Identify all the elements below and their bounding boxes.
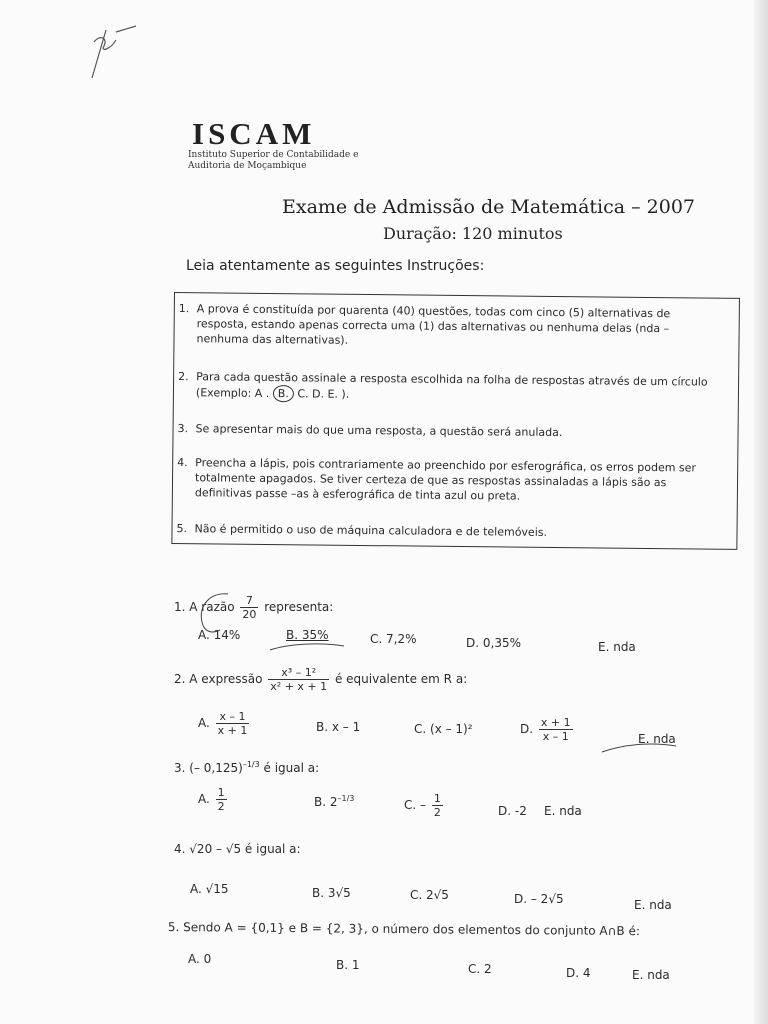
option-e[interactable]: E. nda	[634, 898, 672, 912]
pen-scribble-icon	[86, 12, 146, 82]
instruction-item: 3. Se apresentar mais do que uma resposta, a questão será anulada.	[177, 422, 563, 440]
option-a[interactable]: A. $\frac{x - 1}{x + 1}$	[198, 710, 248, 737]
option-d[interactable]: D. 0,35%	[466, 636, 521, 650]
option-d[interactable]: D. 4	[566, 966, 591, 980]
option-e[interactable]: E. nda	[632, 968, 670, 982]
option-c[interactable]: C. 2√5	[410, 888, 449, 902]
option-a[interactable]: A. 14%	[198, 628, 241, 642]
pencil-underline-mark-icon	[600, 738, 680, 758]
instructions-box	[171, 292, 740, 550]
fraction: $\frac{\text{x³ – 1²}}{\text{x² + x + 1}}$	[270, 666, 328, 693]
option-d[interactable]: D. -2	[498, 804, 527, 818]
option-a[interactable]: A. $\frac{1}{2}$	[198, 786, 225, 813]
option-d[interactable]: D. $\frac{x + 1}{x - 1}$	[520, 716, 571, 743]
institution-logo	[178, 118, 358, 172]
option-a[interactable]: A. 0	[188, 952, 212, 966]
fraction: $\frac{7}{20}$	[242, 594, 257, 621]
example-circled-answer: B.	[273, 385, 294, 402]
pencil-underline-mark-icon	[268, 640, 348, 654]
exam-title: Exame de Admissão de Matemática – 2007	[282, 196, 696, 218]
option-b[interactable]: B. x – 1	[316, 720, 361, 734]
question-1: 1. A razão $\frac{7}{20}$ representa:	[174, 594, 334, 621]
option-c[interactable]: C. 2	[468, 962, 492, 976]
option-c[interactable]: C. – $\frac{1}{2}$	[404, 792, 441, 819]
option-c[interactable]: C. 7,2%	[370, 632, 417, 646]
question-4: 4. √20 – √5 é igual a:	[174, 842, 301, 856]
question-2: 2. A expressão $\frac{\text{x³ – 1²}}{\text{x² + x + 1}}$ é equivalente em R a:	[174, 666, 468, 693]
exam-duration: Duração: 120 minutos	[383, 224, 563, 243]
option-b[interactable]: B. $2^{-1/3}$	[314, 794, 355, 809]
option-c[interactable]: C. (x – 1)²	[414, 722, 473, 736]
option-e[interactable]: E. nda	[638, 732, 676, 746]
instructions-lead: Leia atentamente as seguintes Instruções:	[186, 258, 485, 274]
institute-name-line2: Auditoria de Moçambique	[188, 161, 307, 171]
page-edge-shadow	[754, 0, 768, 1024]
logo-text: ISCAM	[192, 116, 316, 151]
question-5: 5. Sendo A = {0,1} e B = {2, 3}, o número dos elementos do conjunto A∩B é:	[167, 920, 640, 939]
option-b[interactable]: B. 35%	[286, 628, 329, 642]
option-a[interactable]: A. √15	[190, 882, 229, 896]
option-d[interactable]: D. – 2√5	[514, 892, 564, 906]
option-b[interactable]: B. 1	[336, 958, 360, 972]
pencil-circle-mark-icon	[190, 586, 260, 646]
instruction-item: 5. Não é permitido o uso de máquina calculadora e de telemóveis.	[176, 522, 548, 539]
option-b[interactable]: B. 3√5	[312, 886, 351, 900]
instruction-item: 1. A prova é constituída por quarenta (40) questões, todas com cinco (5) alternativas de resposta, estando apenas correcta uma (1) das alternativas ou nenhuma delas (nda – nenhuma das alternativas).	[178, 302, 671, 347]
instruction-item: 2. Para cada questão assinale a resposta escolhida na folha de respostas através de um círculo (Exemplo: A . B. C. D. E. ).	[178, 370, 708, 401]
question-3: 3. (– 0,125)$^{-1/3}$ é igual a:	[174, 760, 320, 775]
institute-name-line1: Instituto Superior de Contabilidade e	[188, 150, 359, 160]
instruction-item: 4. Preencha a lápis, pois contrariamente ao preenchido por esferográfica, os erros podem ser totalmente apagados. Se tiver certeza de que as respostas assinaladas a lápis são as definitivas passe –as à esferográfica de tinta azul ou preta.	[177, 456, 697, 503]
option-e[interactable]: E. nda	[598, 640, 636, 654]
option-e[interactable]: E. nda	[544, 804, 582, 818]
